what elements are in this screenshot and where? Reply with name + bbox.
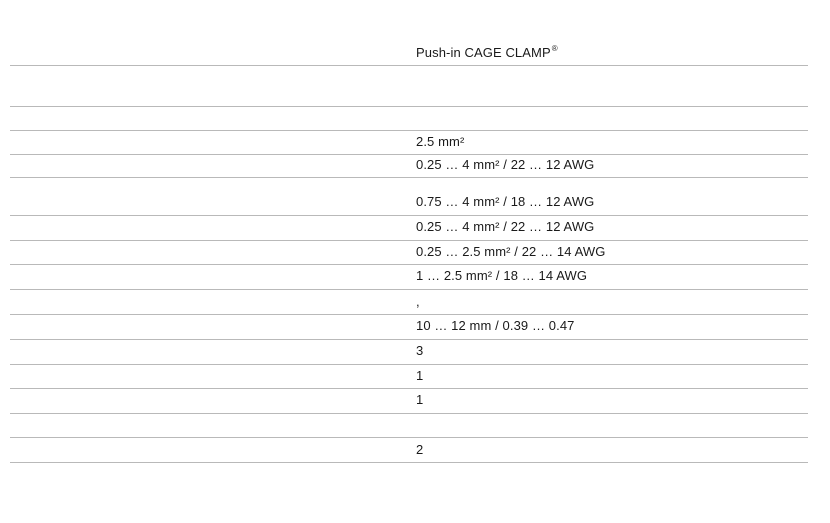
spec-value-ferrule-insulated: 0.25 … 2.5 mm² / 22 … 14 AWG (416, 244, 606, 259)
row-divider (10, 177, 808, 178)
spec-value-ferrule-push-in: 1 … 2.5 mm² / 18 … 14 AWG (416, 268, 588, 283)
row-divider (10, 364, 808, 365)
row-divider (10, 314, 808, 315)
row-divider (10, 130, 808, 131)
row-divider (10, 264, 808, 265)
registered-mark: ® (551, 44, 558, 53)
spec-value-count-b: 1 (416, 368, 424, 383)
row-divider (10, 240, 808, 241)
spec-value-solid-conductor: 0.25 … 4 mm² / 22 … 12 AWG (416, 157, 595, 172)
row-divider (10, 437, 808, 438)
spec-value-strip-length: 10 … 12 mm / 0.39 … 0.47 (416, 318, 575, 333)
spec-value-fine-stranded-conductor: 0.25 … 4 mm² / 22 … 12 AWG (416, 219, 595, 234)
row-divider (10, 106, 808, 107)
spec-value-count-c: 1 (416, 392, 424, 407)
spec-value-connection-technology: Push-in CAGE CLAMP® (416, 44, 558, 60)
row-divider (10, 462, 808, 463)
spec-value-count-a: 3 (416, 343, 424, 358)
row-divider (10, 154, 808, 155)
specification-table (10, 0, 808, 523)
row-divider (10, 388, 808, 389)
spec-value-solid-conductor-push-in: 0.75 … 4 mm² / 18 … 12 AWG (416, 194, 595, 209)
spec-value-nominal-cross-section: 2.5 mm² (416, 134, 465, 149)
spec-value-count-d: 2 (416, 442, 424, 457)
row-divider (10, 413, 808, 414)
row-divider (10, 215, 808, 216)
spec-value-note: , (416, 294, 420, 309)
row-divider (10, 339, 808, 340)
row-divider (10, 289, 808, 290)
row-divider (10, 65, 808, 66)
